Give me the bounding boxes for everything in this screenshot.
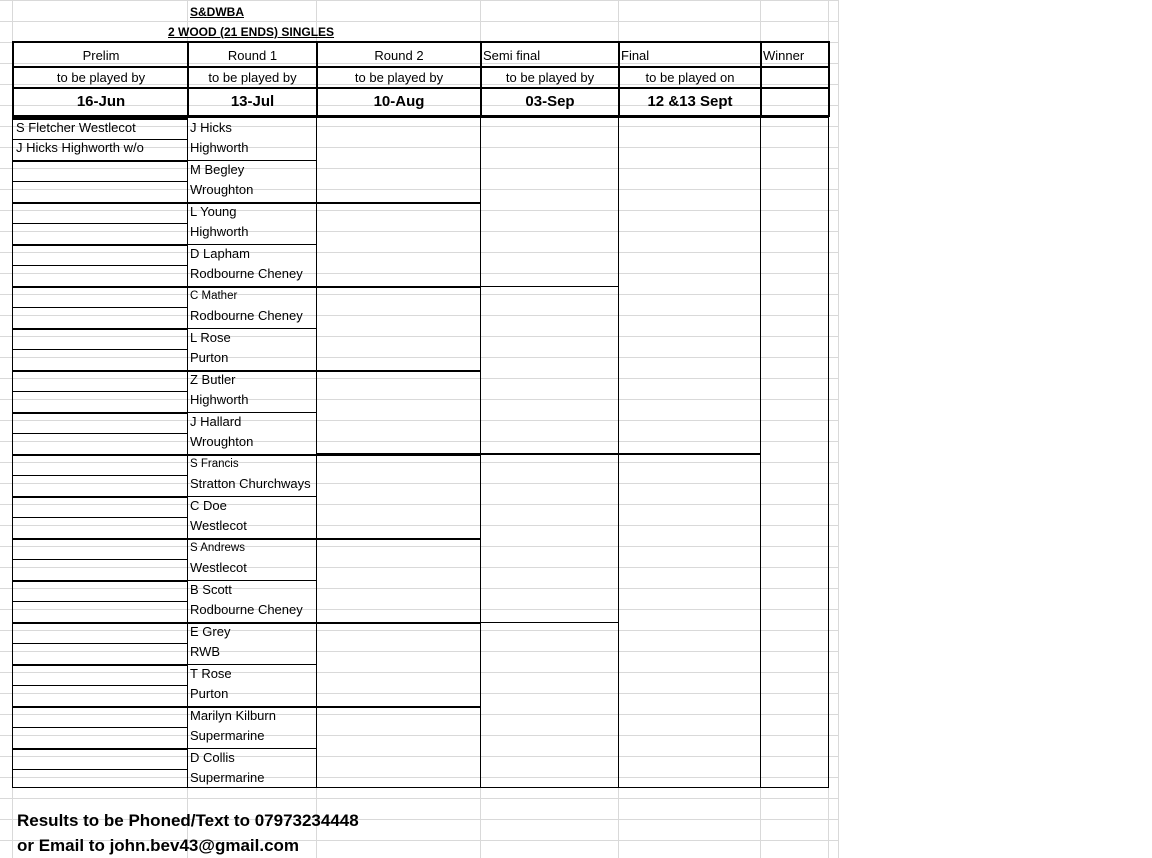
grid-row [0, 189, 838, 190]
border [12, 66, 829, 68]
border [12, 769, 187, 770]
date-final: 12 &13 Sept [647, 93, 733, 110]
grid-row [0, 252, 838, 253]
border [12, 559, 187, 560]
subheader-semi: to be played by [505, 70, 595, 85]
border [12, 181, 187, 182]
subheader-round2: to be played by [354, 70, 444, 85]
grid-col [838, 0, 839, 858]
round1-player-name: S Andrews [190, 542, 245, 554]
grid-row [0, 525, 838, 526]
border [12, 139, 187, 140]
subheader-round1: to be played by [208, 70, 297, 85]
round1-player-club: Rodbourne Cheney [190, 308, 303, 323]
border [12, 265, 187, 266]
grid-row [0, 0, 838, 1]
header-semi: Semi final [483, 48, 541, 63]
header-final: Final [621, 48, 650, 63]
grid-row [0, 798, 838, 799]
border [618, 41, 620, 117]
border [828, 118, 829, 787]
footer-email: or Email to john.bev43@gmail.com [17, 836, 300, 855]
date-round1: 13-Jul [230, 93, 275, 110]
border [187, 412, 316, 413]
border [187, 496, 316, 497]
round1-player-name: D Collis [190, 750, 235, 765]
round1-player-club: Highworth [190, 140, 249, 155]
border [316, 41, 318, 117]
border [12, 748, 187, 750]
round1-player-name: L Rose [190, 330, 231, 345]
border [12, 223, 187, 224]
border [12, 727, 187, 728]
round1-player-club: Highworth [190, 392, 249, 407]
border [12, 601, 187, 602]
border [12, 622, 187, 624]
grid-row [0, 756, 838, 757]
border [12, 685, 187, 686]
grid-row [0, 504, 838, 505]
prelim-entry: J Hicks Highworth w/o [16, 140, 144, 155]
grid-row [0, 420, 838, 421]
round1-player-name: C Doe [190, 498, 227, 513]
grid-row [0, 693, 838, 694]
grid-row [0, 588, 838, 589]
round1-player-club: Wroughton [190, 182, 254, 197]
grid-row [0, 378, 838, 379]
grid-row [0, 672, 838, 673]
header-winner: Winner [763, 48, 805, 63]
border [12, 118, 13, 787]
border [187, 706, 480, 708]
round1-player-club: Purton [190, 686, 229, 701]
round1-player-name: M Begley [190, 162, 245, 177]
date-prelim: 16-Jun [76, 93, 126, 110]
round1-player-name: C Mather [190, 290, 238, 302]
round1-player-name: Z Butler [190, 372, 236, 387]
grid-row [0, 567, 838, 568]
border [12, 370, 187, 372]
border [12, 87, 829, 89]
round1-player-name: E Grey [190, 624, 231, 639]
border [12, 475, 187, 476]
grid-row [0, 336, 838, 337]
round1-player-club: Rodbourne Cheney [190, 602, 303, 617]
round1-player-club: Westlecot [190, 518, 247, 533]
round1-player-club: Rodbourne Cheney [190, 266, 303, 281]
border [12, 328, 187, 330]
round1-player-club: Supermarine [190, 770, 265, 785]
border [187, 664, 316, 665]
grid-row [0, 357, 838, 358]
border [12, 41, 14, 117]
border [12, 286, 187, 288]
border [828, 41, 830, 117]
round1-player-club: Supermarine [190, 728, 265, 743]
round1-player-name: J Hicks [190, 120, 232, 135]
border [187, 118, 188, 787]
round1-player-club: Stratton Churchways [190, 476, 311, 491]
border [12, 412, 187, 414]
border [12, 538, 187, 540]
border [12, 580, 187, 582]
round1-player-name: Marilyn Kilburn [190, 708, 276, 723]
border [187, 160, 316, 161]
grid-row [0, 651, 838, 652]
grid-row [0, 462, 838, 463]
border [12, 307, 187, 308]
date-semi: 03-Sep [525, 93, 575, 110]
border [12, 706, 187, 708]
border [12, 244, 187, 246]
grid-row [0, 315, 838, 316]
border [187, 580, 316, 581]
grid-row [0, 609, 838, 610]
border [12, 643, 187, 644]
border [12, 664, 187, 666]
grid-row [0, 21, 838, 22]
title-association: S&DWBA [190, 5, 244, 19]
border [12, 391, 187, 392]
round1-player-name: J Hallard [190, 414, 242, 429]
border [12, 118, 187, 120]
grid-row [0, 294, 838, 295]
border [187, 202, 480, 204]
grid-row [0, 546, 838, 547]
border [12, 349, 187, 350]
grid-row [0, 231, 838, 232]
border [187, 328, 316, 329]
header-prelim: Prelim [82, 48, 120, 63]
round1-player-name: T Rose [190, 666, 232, 681]
border [12, 517, 187, 518]
border [12, 433, 187, 434]
border [480, 41, 482, 117]
grid-row [0, 399, 838, 400]
header-round1: Round 1 [227, 48, 278, 63]
grid-row [0, 777, 838, 778]
border [12, 41, 829, 43]
border [12, 454, 187, 456]
subheader-prelim: to be played by [56, 70, 146, 85]
grid-row [0, 735, 838, 736]
border [187, 244, 316, 245]
prelim-entry: S Fletcher Westlecot [16, 120, 136, 135]
grid-row [0, 210, 838, 211]
border [760, 41, 762, 117]
grid-row [0, 483, 838, 484]
grid-row [0, 273, 838, 274]
round1-player-club: Highworth [190, 224, 249, 239]
round1-player-name: S Francis [190, 458, 239, 470]
round1-player-club: Westlecot [190, 560, 247, 575]
round1-player-name: L Young [190, 204, 237, 219]
date-round2: 10-Aug [373, 93, 425, 110]
border [187, 41, 189, 117]
border [12, 202, 187, 204]
round1-player-name: D Lapham [190, 246, 250, 261]
round1-player-club: Purton [190, 350, 229, 365]
grid-row [0, 714, 838, 715]
border [187, 370, 480, 372]
footer-phone: Results to be Phoned/Text to 07973234448 [17, 811, 359, 830]
border [12, 160, 187, 162]
border [316, 286, 618, 287]
border [12, 787, 829, 788]
round1-player-club: RWB [190, 644, 221, 659]
border [316, 622, 618, 623]
subheader-final: to be played on [645, 70, 735, 85]
header-round2: Round 2 [374, 48, 424, 63]
grid-row [0, 168, 838, 169]
title-competition: 2 WOOD (21 ENDS) SINGLES [168, 25, 335, 39]
border [12, 496, 187, 498]
border [187, 538, 480, 540]
border [316, 453, 761, 455]
grid-row [0, 441, 838, 442]
grid-row [0, 630, 838, 631]
round1-player-club: Wroughton [190, 434, 254, 449]
border [187, 748, 316, 749]
round1-player-name: B Scott [190, 582, 232, 597]
